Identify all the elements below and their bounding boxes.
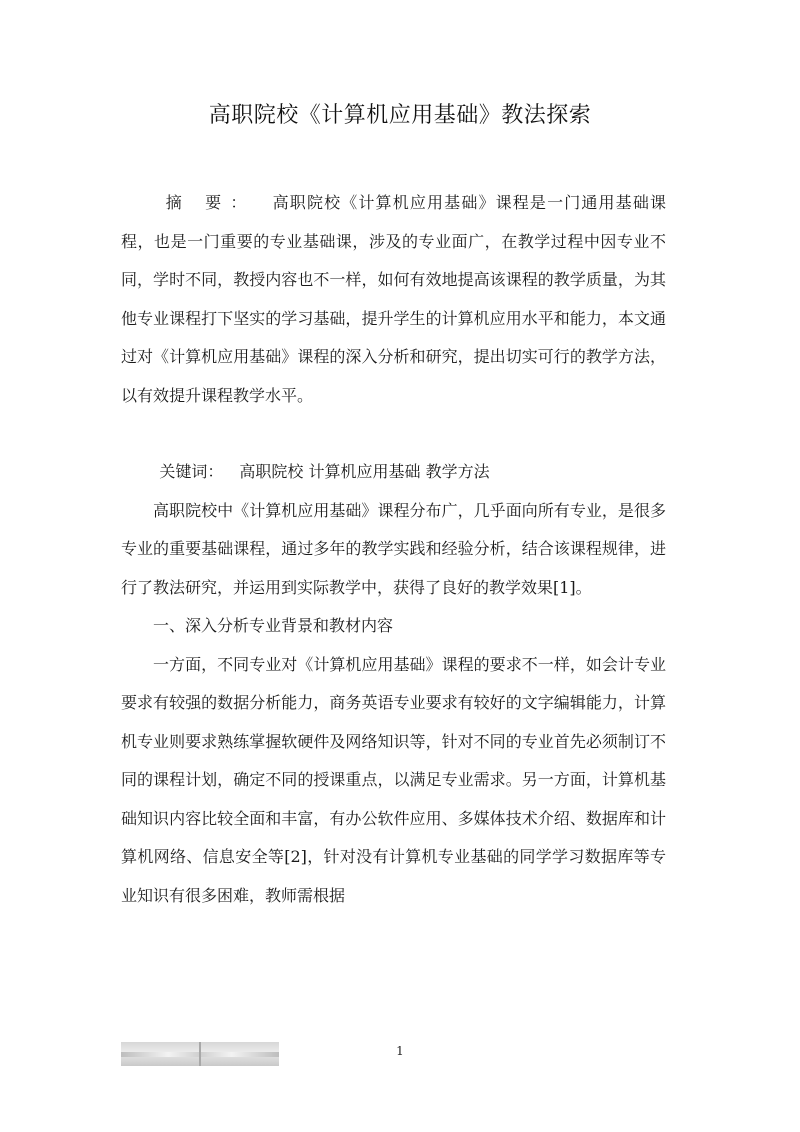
- abstract-paragraph: [121, 184, 666, 415]
- keywords-label: 关键词：: [159, 462, 224, 481]
- document-body: [121, 184, 666, 915]
- document-title: 高职院校《计算机应用基础》教法探索: [208, 103, 592, 128]
- abstract-label: 摘 要：: [165, 193, 256, 212]
- body-paragraph-intro: 高职院校中《计算机应用基础》课程分布广，几乎面向所有专业，是很多专业的重要基础课程，通过多年的教学实践和经验分析，结合该课程规律，进行了教法研究，并运用到实际教学中，获得了良好的教学效果[1]。: [121, 500, 666, 597]
- keywords-text: 高职院校 计算机应用基础 教学方法: [239, 462, 490, 481]
- keywords-paragraph: [121, 453, 666, 492]
- body-paragraph-section-1: 一方面，不同专业对《计算机应用基础》课程的要求不一样，如会计专业要求有较强的数据分析能力，商务英语专业要求有较好的文字编辑能力，计算机专业则要求熟练掌握软硬件及网络知识等，针对不同的专业首先必须制订不同的课程计划，确定不同的授课重点，以满足专业需求。另一方面，计算机基础知识内容比较全面和丰富，有办公软件应用、多媒体技术介绍、数据库和计算机网络、信息安全等[2]，针对没有计算机专业基础的同学学习数据库等专业知识有很多困难，教师需根据: [121, 654, 666, 905]
- page-number: 1: [396, 1044, 404, 1058]
- abstract-text: 高职院校《计算机应用基础》课程是一门通用基础课程，也是一门重要的专业基础课，涉及的专业面广，在教学过程中因专业不同，学时不同，教授内容也不一样，如何有效地提高该课程的教学质量，为其他专业课程打下坚实的学习基础，提升学生的计算机应用水平和能力，本文通过对《计算机应用基础》课程的深入分析和研究，提出切实可行的教学方法，以有效提升课程教学水平。: [121, 193, 666, 405]
- section-heading-1: 一、深入分析专业背景和教材内容: [153, 616, 394, 635]
